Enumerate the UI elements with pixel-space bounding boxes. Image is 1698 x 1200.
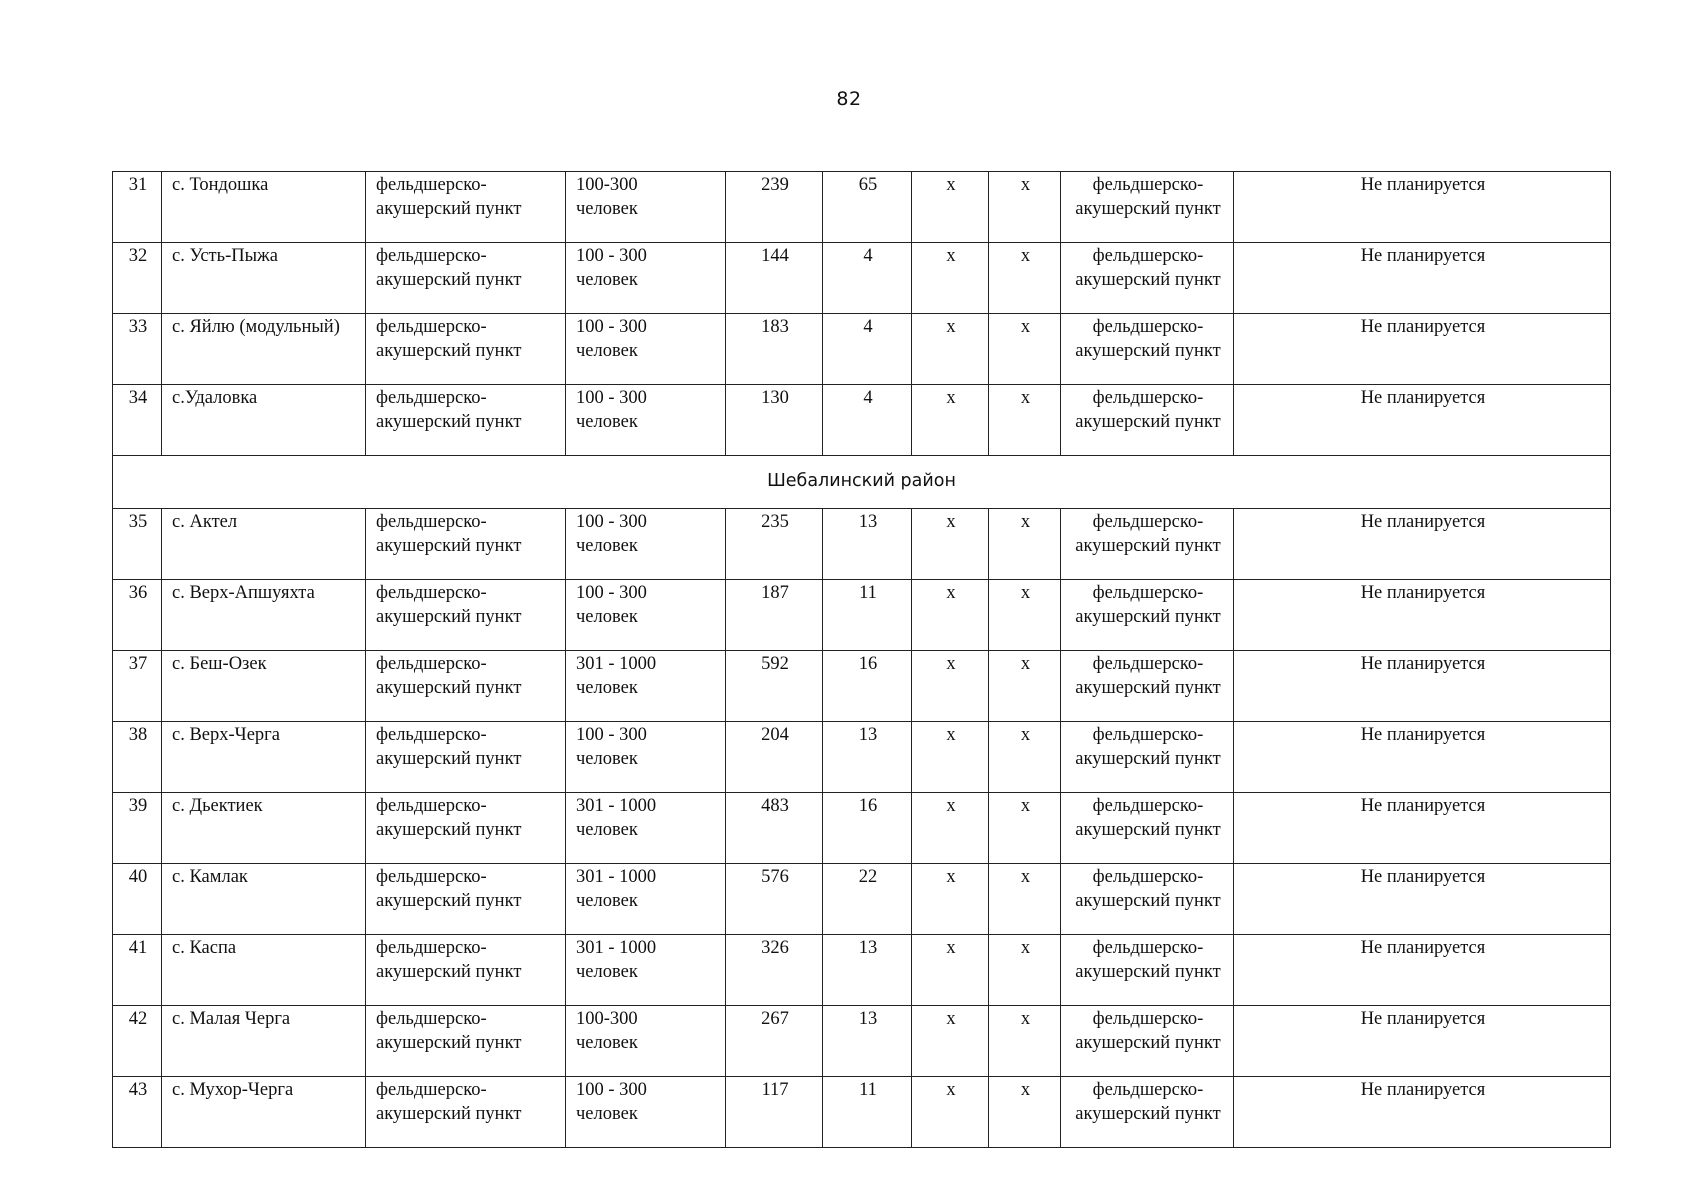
population-cell: 187: [726, 580, 823, 651]
planned-facility-cell: фельдшерско-акушерский пункт: [1061, 314, 1234, 385]
settlement-cell: с. Яйлю (модульный): [162, 314, 366, 385]
facility-type-cell: фельдшерско-акушерский пункт: [366, 172, 566, 243]
planned-facility-cell: фельдшерско-акушерский пункт: [1061, 172, 1234, 243]
planned-facility-cell: фельдшерско-акушерский пункт: [1061, 243, 1234, 314]
settlement-cell: с. Верх-Апшуяхта: [162, 580, 366, 651]
table-row: [113, 793, 1611, 864]
capacity-cell: 301 - 1000 человек: [566, 935, 726, 1006]
settlement-cell: с. Верх-Черга: [162, 722, 366, 793]
capacity-cell: 301 - 1000 человек: [566, 793, 726, 864]
plan-status-cell: Не планируется: [1234, 793, 1611, 864]
facility-type-cell: фельдшерско-акушерский пункт: [366, 385, 566, 456]
district-heading: Шебалинский район: [113, 456, 1611, 509]
mark-cell: х: [912, 1006, 989, 1077]
mark-cell: х: [989, 1077, 1061, 1148]
mark-cell: х: [912, 314, 989, 385]
population-cell: 117: [726, 1077, 823, 1148]
population-cell: 183: [726, 314, 823, 385]
plan-status-cell: Не планируется: [1234, 509, 1611, 580]
planned-facility-cell: фельдшерско-акушерский пункт: [1061, 793, 1234, 864]
planned-facility-cell: фельдшерско-акушерский пункт: [1061, 580, 1234, 651]
population-cell: 326: [726, 935, 823, 1006]
settlement-cell: с. Актел: [162, 509, 366, 580]
population-cell: 235: [726, 509, 823, 580]
row-number-cell: 31: [113, 172, 162, 243]
table-row: [113, 935, 1611, 1006]
value-cell: 4: [823, 314, 912, 385]
plan-status-cell: Не планируется: [1234, 580, 1611, 651]
planned-facility-cell: фельдшерско-акушерский пункт: [1061, 509, 1234, 580]
row-number-cell: 39: [113, 793, 162, 864]
facility-type-cell: фельдшерско-акушерский пункт: [366, 580, 566, 651]
capacity-cell: 100 - 300 человек: [566, 1077, 726, 1148]
table-row: [113, 1077, 1611, 1148]
table-row: [113, 722, 1611, 793]
mark-cell: х: [989, 314, 1061, 385]
facility-type-cell: фельдшерско-акушерский пункт: [366, 793, 566, 864]
mark-cell: х: [989, 864, 1061, 935]
capacity-cell: 100-300 человек: [566, 1006, 726, 1077]
mark-cell: х: [912, 580, 989, 651]
mark-cell: х: [912, 864, 989, 935]
mark-cell: х: [912, 935, 989, 1006]
value-cell: 65: [823, 172, 912, 243]
mark-cell: х: [912, 385, 989, 456]
capacity-cell: 100 - 300 человек: [566, 580, 726, 651]
plan-status-cell: Не планируется: [1234, 722, 1611, 793]
row-number-cell: 34: [113, 385, 162, 456]
plan-status-cell: Не планируется: [1234, 314, 1611, 385]
table-row: [113, 385, 1611, 456]
value-cell: 16: [823, 793, 912, 864]
row-number-cell: 33: [113, 314, 162, 385]
value-cell: 22: [823, 864, 912, 935]
mark-cell: х: [912, 722, 989, 793]
plan-status-cell: Не планируется: [1234, 385, 1611, 456]
population-cell: 483: [726, 793, 823, 864]
plan-status-cell: Не планируется: [1234, 243, 1611, 314]
settlement-cell: с. Камлак: [162, 864, 366, 935]
planned-facility-cell: фельдшерско-акушерский пункт: [1061, 1077, 1234, 1148]
mark-cell: х: [912, 1077, 989, 1148]
mark-cell: х: [912, 509, 989, 580]
value-cell: 13: [823, 722, 912, 793]
population-cell: 130: [726, 385, 823, 456]
planned-facility-cell: фельдшерско-акушерский пункт: [1061, 1006, 1234, 1077]
mark-cell: х: [912, 793, 989, 864]
facility-type-cell: фельдшерско-акушерский пункт: [366, 864, 566, 935]
mark-cell: х: [912, 172, 989, 243]
value-cell: 4: [823, 243, 912, 314]
settlement-cell: с. Усть-Пыжа: [162, 243, 366, 314]
table-row: [113, 314, 1611, 385]
mark-cell: х: [989, 509, 1061, 580]
planned-facility-cell: фельдшерско-акушерский пункт: [1061, 864, 1234, 935]
capacity-cell: 100 - 300 человек: [566, 509, 726, 580]
settlement-cell: с. Беш-Озек: [162, 651, 366, 722]
facility-type-cell: фельдшерско-акушерский пункт: [366, 509, 566, 580]
page-number: 82: [836, 88, 862, 110]
row-number-cell: 37: [113, 651, 162, 722]
capacity-cell: 100 - 300 человек: [566, 722, 726, 793]
plan-status-cell: Не планируется: [1234, 864, 1611, 935]
table-row: [113, 864, 1611, 935]
mark-cell: х: [989, 793, 1061, 864]
mark-cell: х: [989, 935, 1061, 1006]
settlement-cell: с. Дьектиек: [162, 793, 366, 864]
population-cell: 576: [726, 864, 823, 935]
plan-status-cell: Не планируется: [1234, 1077, 1611, 1148]
facility-type-cell: фельдшерско-акушерский пункт: [366, 1077, 566, 1148]
mark-cell: х: [989, 580, 1061, 651]
value-cell: 4: [823, 385, 912, 456]
mark-cell: х: [912, 243, 989, 314]
planned-facility-cell: фельдшерско-акушерский пункт: [1061, 722, 1234, 793]
settlement-cell: с. Мухор-Черга: [162, 1077, 366, 1148]
planned-facility-cell: фельдшерско-акушерский пункт: [1061, 385, 1234, 456]
facility-type-cell: фельдшерско-акушерский пункт: [366, 722, 566, 793]
facility-type-cell: фельдшерско-акушерский пункт: [366, 243, 566, 314]
mark-cell: х: [989, 1006, 1061, 1077]
value-cell: 16: [823, 651, 912, 722]
facilities-table: [112, 171, 1611, 1148]
mark-cell: х: [989, 243, 1061, 314]
table-row: [113, 1006, 1611, 1077]
facility-type-cell: фельдшерско-акушерский пункт: [366, 1006, 566, 1077]
plan-status-cell: Не планируется: [1234, 1006, 1611, 1077]
table-body: [113, 172, 1611, 1148]
settlement-cell: с.Удаловка: [162, 385, 366, 456]
mark-cell: х: [989, 172, 1061, 243]
capacity-cell: 100 - 300 человек: [566, 385, 726, 456]
table-row: [113, 580, 1611, 651]
row-number-cell: 32: [113, 243, 162, 314]
population-cell: 204: [726, 722, 823, 793]
capacity-cell: 100-300 человек: [566, 172, 726, 243]
population-cell: 239: [726, 172, 823, 243]
population-cell: 592: [726, 651, 823, 722]
capacity-cell: 100 - 300 человек: [566, 243, 726, 314]
plan-status-cell: Не планируется: [1234, 935, 1611, 1006]
row-number-cell: 42: [113, 1006, 162, 1077]
district-heading-row: [113, 456, 1611, 509]
table-row: [113, 243, 1611, 314]
mark-cell: х: [989, 651, 1061, 722]
settlement-cell: с. Тондошка: [162, 172, 366, 243]
settlement-cell: с. Каспа: [162, 935, 366, 1006]
population-cell: 267: [726, 1006, 823, 1077]
facility-type-cell: фельдшерско-акушерский пункт: [366, 314, 566, 385]
plan-status-cell: Не планируется: [1234, 172, 1611, 243]
facility-type-cell: фельдшерско-акушерский пункт: [366, 651, 566, 722]
capacity-cell: 100 - 300 человек: [566, 314, 726, 385]
population-cell: 144: [726, 243, 823, 314]
value-cell: 11: [823, 1077, 912, 1148]
mark-cell: х: [989, 385, 1061, 456]
table-row: [113, 509, 1611, 580]
value-cell: 13: [823, 935, 912, 1006]
value-cell: 13: [823, 1006, 912, 1077]
value-cell: 13: [823, 509, 912, 580]
capacity-cell: 301 - 1000 человек: [566, 651, 726, 722]
planned-facility-cell: фельдшерско-акушерский пункт: [1061, 935, 1234, 1006]
mark-cell: х: [912, 651, 989, 722]
plan-status-cell: Не планируется: [1234, 651, 1611, 722]
facility-type-cell: фельдшерско-акушерский пункт: [366, 935, 566, 1006]
planned-facility-cell: фельдшерско-акушерский пункт: [1061, 651, 1234, 722]
row-number-cell: 40: [113, 864, 162, 935]
row-number-cell: 41: [113, 935, 162, 1006]
mark-cell: х: [989, 722, 1061, 793]
row-number-cell: 36: [113, 580, 162, 651]
row-number-cell: 35: [113, 509, 162, 580]
row-number-cell: 38: [113, 722, 162, 793]
row-number-cell: 43: [113, 1077, 162, 1148]
value-cell: 11: [823, 580, 912, 651]
settlement-cell: с. Малая Черга: [162, 1006, 366, 1077]
table-row: [113, 651, 1611, 722]
capacity-cell: 301 - 1000 человек: [566, 864, 726, 935]
table-row: [113, 172, 1611, 243]
